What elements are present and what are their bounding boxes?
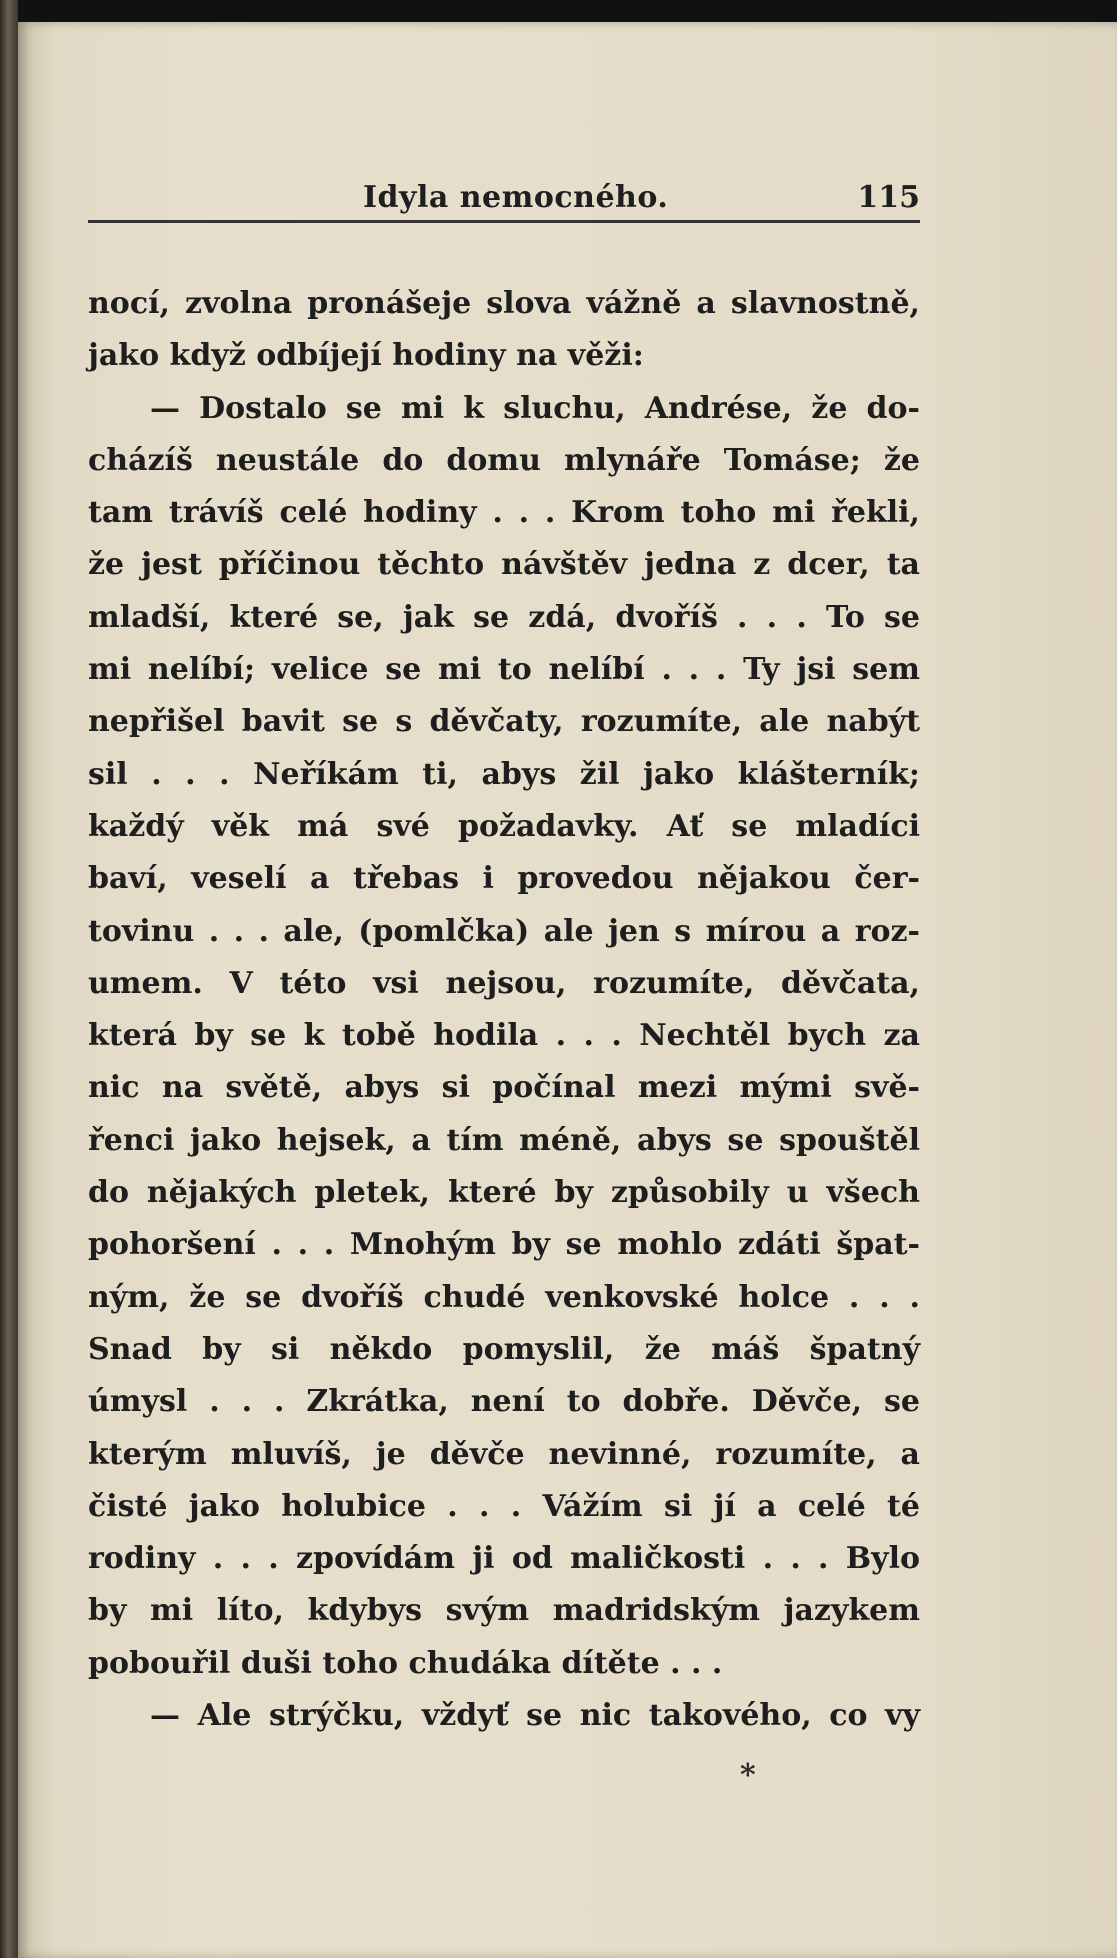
running-title: Idyla nemocného.: [363, 180, 669, 215]
text-line: mladší, které se, jak se zdá, dvoříš . . . To se: [88, 599, 920, 635]
text-line: — Ale strýčku, vždyť se nic takového, co vy: [150, 1698, 920, 1734]
signature-mark: *: [740, 1758, 756, 1793]
text-line: Snad by si někdo pomyslil, že máš špatný: [88, 1331, 920, 1367]
text-line: umem. V této vsi nejsou, rozumíte, děvčata,: [88, 965, 920, 1001]
text-line: nocí, zvolna pronášeje slova vážně a slavnostně,: [88, 286, 920, 321]
text-line: — Dostalo se mi k sluchu, Andrése, že do-: [150, 390, 920, 426]
text-line: ným, že se dvoříš chudé venkovské holce . . .: [88, 1279, 920, 1315]
text-line: každý věk má své požadavky. Ať se mladíci: [88, 808, 920, 844]
text-line: mi nelíbí; velice se mi to nelíbí . . . Ty jsi sem: [88, 652, 920, 688]
text-line: do nějakých pletek, které by způsobily u všech: [88, 1175, 920, 1211]
text-line: nepřišel bavit se s děvčaty, rozumíte, ale nabýt: [88, 704, 920, 740]
text-line: by mi líto, kdybys svým madridským jazykem: [88, 1593, 920, 1629]
text-line: čisté jako holubice . . . Vážím si jí a celé té: [88, 1488, 920, 1524]
text-line: baví, veselí a třebas i provedou nějakou čer-: [88, 861, 920, 897]
page-number: 115: [857, 180, 920, 215]
text-line: tovinu . . . ale, (pomlčka) ale jen s mírou a roz-: [88, 913, 920, 949]
page-header: [88, 160, 920, 223]
text-line: nic na světě, abys si počínal mezi mými svě-: [88, 1070, 920, 1106]
text-line: cházíš neustále do domu mlynáře Tomáse; že: [88, 442, 920, 478]
text-line: kterým mluvíš, je děvče nevinné, rozumíte, a: [88, 1436, 920, 1472]
text-line: řenci jako hejsek, a tím méně, abys se spouštěl: [88, 1122, 920, 1158]
text-line: sil . . . Neříkám ti, abys žil jako klášterník;: [88, 756, 920, 792]
text-line: pohoršení . . . Mnohým by se mohlo zdáti špat-: [88, 1227, 920, 1263]
text-line: úmysl . . . Zkrátka, není to dobře. Děvče, se: [88, 1384, 920, 1420]
text-line: pobouřil duši toho chudáka dítěte . . .: [88, 1645, 723, 1681]
text-line: rodiny . . . zpovídám ji od maličkosti . . . Bylo: [88, 1541, 920, 1577]
text-line: že jest příčinou těchto návštěv jedna z dcer, ta: [88, 547, 920, 583]
text-line: která by se k tobě hodila . . . Nechtěl bych za: [88, 1018, 920, 1054]
text-line: tam trávíš celé hodiny . . . Krom toho mi řekli,: [88, 495, 920, 531]
book-spine-edge: [0, 0, 18, 1958]
body-text: [88, 278, 920, 1742]
text-line: jako když odbíjejí hodiny na věži:: [88, 338, 644, 374]
